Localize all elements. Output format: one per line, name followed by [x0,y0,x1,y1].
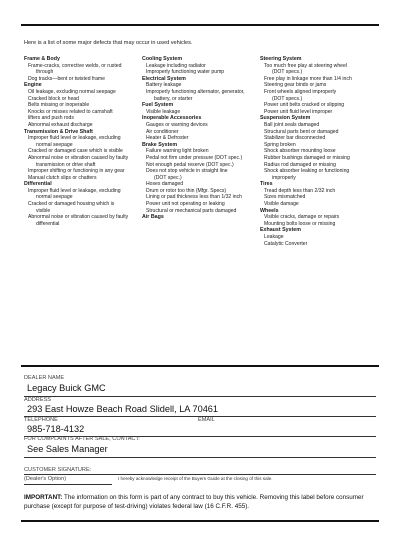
defects-column-3 [260,56,378,247]
defect-category: Fuel System [142,102,174,109]
defect-item: Cracked or damaged housing which is [28,201,115,208]
defect-item: Shock absorber mounting loose [264,148,336,155]
defect-item: Steering gear binds or jams [264,82,327,89]
defect-item: through [36,69,54,76]
complaints-line [24,457,376,458]
defect-category: Inoperable Accessories [142,115,202,122]
defects-column-2 [142,56,260,221]
defect-item: Frame-cracks, corrective welds, or rusted [28,62,122,69]
defect-item: Improper fluid level or leakage, excluding [28,135,121,142]
defect-item: Structural or mechanical parts damaged [146,207,237,214]
section-rule [21,365,379,367]
defect-item: Improperly functioning water pump [146,69,225,76]
defect-item: Power unit belts cracked or slipping [264,102,345,109]
defect-item: lifters and push rods [28,115,74,122]
defect-item: Belts missing or inoperable [28,102,90,109]
defect-item: Catalytic Converter [264,240,308,247]
signature-line [24,474,376,475]
defect-item: improperly [272,174,296,181]
complaints-label: FOR COMPLAINTS AFTER SALE, CONTACT: [24,436,140,442]
dealer-option-line [24,484,112,485]
defect-item: Abnormal noise or vibration caused by faulty [28,154,129,161]
defect-item: Stabilizer bar disconnected [264,135,326,142]
defect-item: Knocks or misses related to camshaft [28,108,113,115]
defect-item: Lining or pad thickness less than 1/32 inch [146,194,242,201]
defect-item: Leakage [264,234,284,241]
complaints-contact: See Sales Manager [27,444,108,454]
defect-category: Brake System [142,141,178,148]
top-rule [21,24,379,26]
defect-category: Differential [24,181,52,188]
defect-item: transmission or drive shaft [36,161,96,168]
defect-item: Air conditioner [146,128,179,135]
defect-category: Electrical System [142,75,186,82]
defect-item: Gauges or warning devices [146,121,208,128]
defect-category: Tires [260,181,273,188]
defect-category: Steering System [260,56,302,62]
address-label: ADDRESS [24,397,52,403]
defect-category: Exhaust System [260,227,301,234]
dealer-name-label: DEALER NAME [24,375,65,381]
defect-item: Pedal not firm under pressure (DOT spec.) [146,154,243,161]
defect-item: Spring broken [264,141,296,148]
important-text: The information on this form is part of any contract to buy this vehicle. Removing this label before consumer purchase (except for purpose of test-driving) violates federal law (16 C.F.R. 455). [24,494,364,510]
defect-item: Front wheels aligned improperly [264,88,337,95]
defect-category: Wheels [260,207,279,214]
acknowledgement-text: I hereby acknowledge receipt of the Buyers Guide at the closing of this sale. [118,476,273,481]
defect-item: differential [36,220,60,227]
defect-item: normal seepage [36,194,73,201]
defect-item: Free play in linkage more than 1/4 inch [264,75,352,82]
defect-category: Frame & Body [24,56,60,62]
defect-item: Manual clutch slips or chatters [28,174,97,181]
dealer-name: Legacy Buick GMC [27,383,106,393]
telephone-label: TELEPHONE [24,417,58,423]
defect-item: Visible leakage [146,108,181,115]
defect-item: Ball joint seals damaged [264,121,320,128]
email-label: EMAIL [198,417,215,423]
important-label: IMPORTANT: [24,494,63,501]
customer-signature-label: CUSTOMER SIGNATURE: [24,467,92,473]
defect-category: Transmission & Drive Shaft [24,128,93,135]
defect-item: Sizes mismatched [264,194,306,201]
defect-item: Abnormal noise or vibration caused by faulty [28,214,129,221]
defect-item: (DOT specs.) [272,69,303,76]
defect-category: Air Bags [142,214,164,221]
defect-category: Cooling System [142,56,183,62]
defect-item: Leakage including radiator [146,62,206,69]
defect-item: Does not stop vehicle in straight line [146,168,228,175]
important-notice [24,494,378,511]
defect-item: Too much free play at steering wheel [264,62,347,69]
defect-item: Dog tracks—bent or twisted frame [28,75,106,82]
defect-item: Mounting bolts loose or missing [264,220,336,227]
defect-item: Shock absorber leaking or functioning [264,168,350,175]
defect-item: Structural parts bent or damaged [264,128,339,135]
defect-item: Failure warning light broken [146,148,209,155]
dealer-address: 293 East Howze Beach Road Slidell, LA 70461 [27,404,219,414]
defect-category: Suspension System [260,115,311,122]
defect-item: visible [36,207,51,214]
defect-item: Visible cracks, damage or repairs [264,214,340,221]
defect-item: normal seepage [36,141,73,148]
defect-item: Rubber bushings damaged or missing [264,154,350,161]
defects-column-1 [24,56,142,227]
defect-item: Improper shifting or functioning in any gear [28,168,125,175]
defect-item: Heater & Defroster [146,135,189,142]
defect-item: battery, or starter [154,95,193,102]
intro-text: Here is a list of some major defects that may occur in used vehicles. [24,40,193,46]
dealer-option-label: (Dealer's Option) [24,476,67,482]
defect-category: Engine [24,82,42,89]
defect-item: Visible damage [264,201,299,208]
defect-item: Hoses damaged [146,181,184,188]
defect-item: Improper fluid level or leakage, excluding [28,187,121,194]
defect-item: Abnormal exhaust discharge [28,121,93,128]
defect-item: Tread depth less than 2/32 inch [264,187,336,194]
defect-item: Radius rod damaged or missing [264,161,336,168]
defect-item: Power unit not operating or leaking [146,201,225,208]
defect-item: Power unit fluid level improper [264,108,333,115]
defect-item: Improperly functioning alternator, generator, [146,88,245,95]
defect-item: Drum or rotor too thin (Mfgr. Specs) [146,187,227,194]
defect-item: Not enough pedal reserve (DOT spec.) [146,161,234,168]
dealer-name-line [24,396,376,397]
dealer-telephone: 985-718-4132 [27,424,85,434]
bottom-rule [21,520,379,522]
defect-item: Cracked or damaged case which is visible [28,148,123,155]
defect-item: (DOT spec.) [154,174,182,181]
defect-item: Oil leakage, excluding normal seepage [28,88,116,95]
defect-item: Battery leakage [146,82,182,89]
defect-item: (DOT specs.) [272,95,303,102]
defect-item: Cracked block or head [28,95,79,102]
